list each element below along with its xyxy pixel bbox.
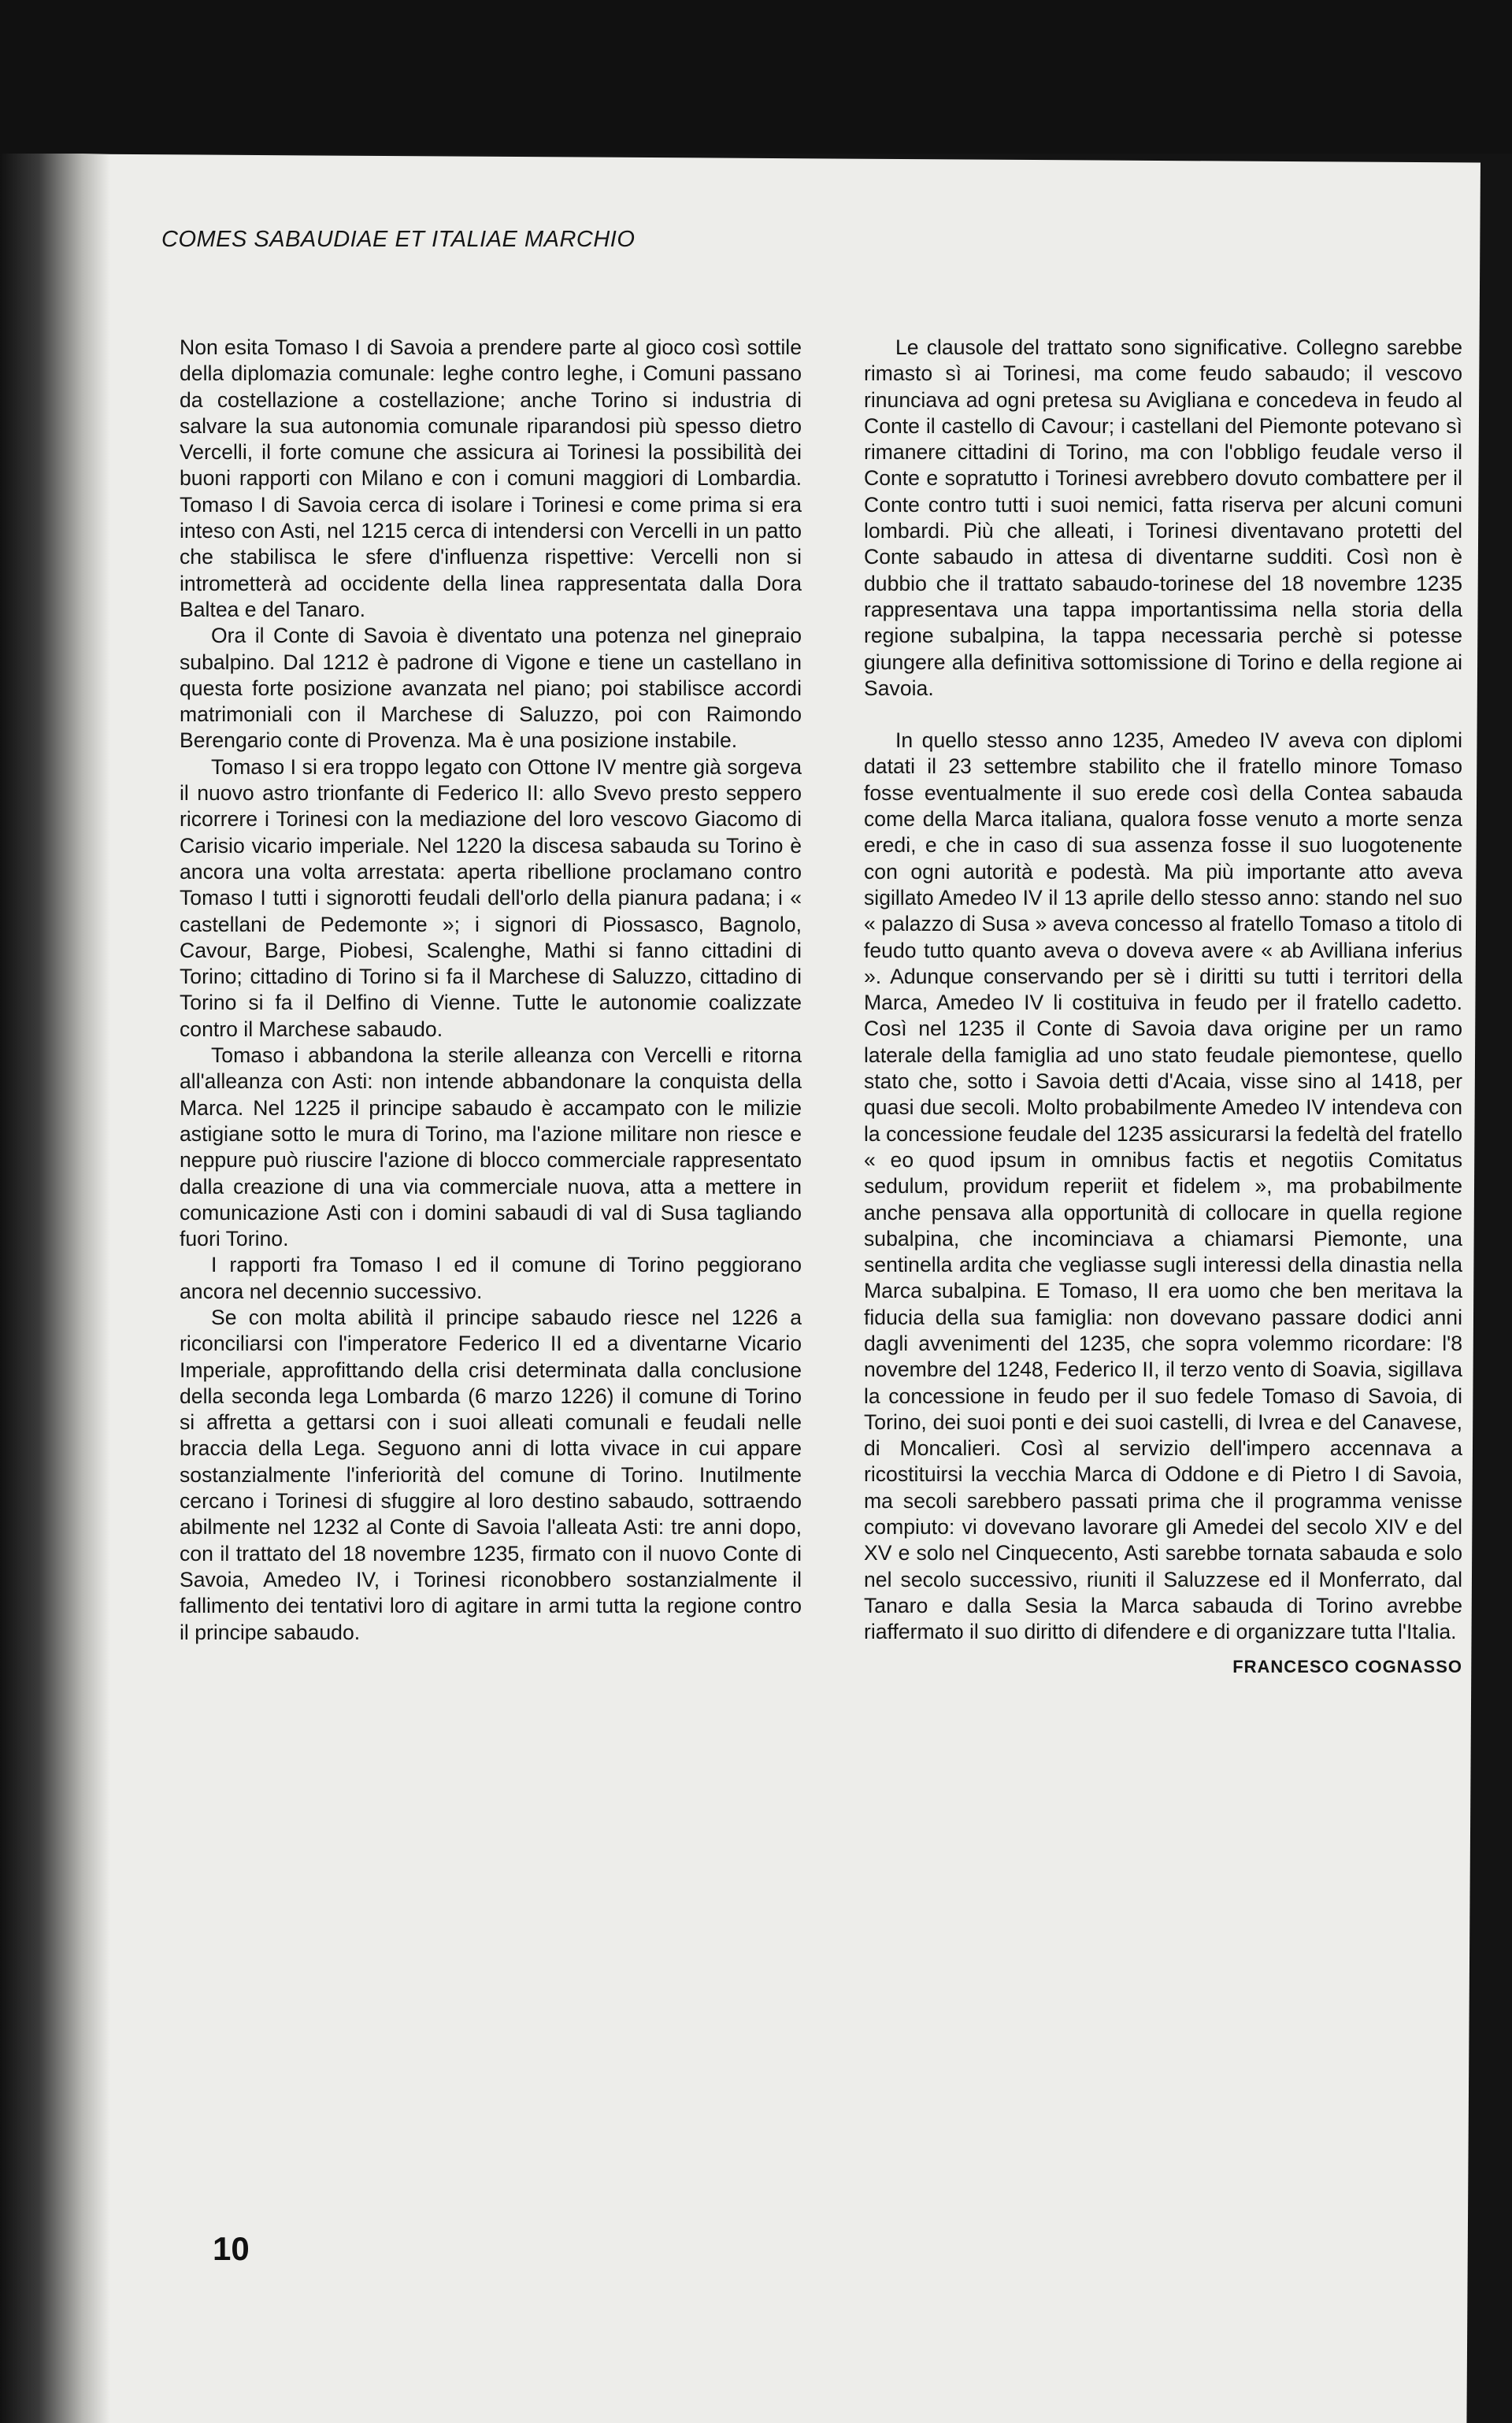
right-paragraph-2: In quello stesso anno 1235, Amedeo IV aveva con diplomi datati il 23 settembre stabilito che il fratello minore Tomaso fosse eventualmente il suo erede così della Contea sabauda come della Marca italiana, qualora fosse venuto a morte senza eredi, e che in caso di sua assenza fosse il suo luogotenente con ogni autorità e podestà. Ma più importante atto aveva sigillato Amedeo IV il 13 aprile dello stesso anno: stando nel suo « palazzo di Susa » aveva concesso al fratello Tomaso a titolo di feudo tutto quanto aveva o doveva avere « ab Avilliana inferius ». Adunque conservando per sè i diritti su tutti i territori della Marca, Amedeo IV li costituiva in feudo per il fratello cadetto. Così nel 1235 il Conte di Savoia dava origine per un ramo laterale della famiglia ad uno stato feudale piemontese, quello stato che, sotto i Savoia detti d'Acaia, visse sino al 1418, per quasi due secoli. Molto probabilmente Amedeo IV intendeva con la concessione feudale del 1235 assicurarsi la fedeltà del fratello « eo quod ipsum in omnibus factis et negotiis Comitatus sedulum, providum reperiit et fidelem », ma probabilmente anche pensava alla opportunità di collocare in quella regione subalpina, che incominciava a chiamarsi Piemonte, una sentinella ardita che vegliasse sugli interessi della dinastia nella Marca subalpina. E Tomaso, II era uomo che ben meritava la fiducia della sua famiglia: non dovevano passare dodici anni dagli avvenimenti del 1235, che sopra volemmo ricordare: l'8 novembre del 1248, Federico II, il terzo vento di Soavia, sigillava la concessione in feudo per il suo fedele Tomaso di Savoia, di Torino, dei suoi ponti e dei suoi castelli, di Ivrea e del Canavese, di Moncalieri. Così al servizio dell'impero accennava a ricostituirsi la vecchia Marca di Oddone e di Pietro I di Savoia, ma secoli sarebbero passati prima che il programma venisse compiuto: vi dovevano lavorare gli Amedei del secolo XIV e del XV e solo nel Cinquecento, Asti sarebbe tornata sabauda e solo nel secolo successivo, riuniti il Saluzzese ed il Monferrato, dal Tanaro e dalla Sesia la Marca sabauda di Torino avrebbe riaffermato il suo diritto di difendere e di organizzare tutta l'Italia.: [864, 728, 1462, 1644]
top-dark-border: [0, 0, 1512, 154]
right-shadow-edge: [1480, 0, 1512, 2423]
left-paragraph-1: Non esita Tomaso I di Savoia a prendere parte al gioco così sottile della diplomazia comunale: leghe contro leghe, i Comuni passano da costellazione a costellazione; anche Torino si industria di salvare la sua autonomia comunale riparandosi più spesso dietro Vercelli, il forte comune che assicura ai Torinesi la possibilità dei buoni rapporti con Milano e con i comuni maggiori di Lombardia. Tomaso I di Savoia cerca di isolare i Torinesi e come prima si era inteso con Asti, nel 1215 cerca di intendersi con Vercelli in un patto che stabilisca le sfere d'influenza rispettive: Vercelli non si intrometterà ad occidente della linea rappresentata dalla Dora Baltea e del Tanaro.: [180, 335, 802, 621]
page-number: 10: [213, 2230, 250, 2267]
left-paragraph-6: Se con molta abilità il principe sabaudo riesce nel 1226 a riconciliarsi con l'imperatore Federico II ed a diventarne Vicario Imperiale, approfittando della crisi determinata dalla conclusione della seconda lega Lombarda (6 marzo 1226) il comune di Torino si affretta a gettarsi con i suoi alleati comunali e feudali nelle braccia della Lega. Seguono anni di lotta vivace in cui appare sostanzialmente l'inferiorità del comune di Torino. Inutilmente cercano i Torinesi di sfuggire al loro destino sabaudo, sottraendo abilmente nel 1232 al Conte di Savoia l'alleata Asti: tre anni dopo, con il trattato del 18 novembre 1235, firmato con il nuovo Conte di Savoia, Amedeo IV, i Torinesi riconobbero sostanzialmente il fallimento dei tentativi loro di agitare in armi tutta la regione contro il principe sabaudo.: [180, 1305, 802, 1644]
running-header: COMES SABAUDIAE ET ITALIAE MARCHIO: [161, 227, 636, 252]
left-paragraph-5: I rapporti fra Tomaso I ed il comune di Torino peggiorano ancora nel decennio successivo.: [180, 1253, 802, 1303]
author-signature: FRANCESCO COGNASSO: [1232, 1656, 1462, 1676]
left-paragraph-2: Ora il Conte di Savoia è diventato una potenza nel ginepraio subalpino. Dal 1212 è padrone di Vigone e tiene un castellano in questa forte posizione avanzata nel piano; poi stabilisce accordi matrimoniali con il Marchese di Saluzzo, poi con Raimondo Berengario conte di Provenza. Ma è una posizione instabile.: [180, 624, 802, 753]
left-paragraph-3: Tomaso I si era troppo legato con Ottone IV mentre già sorgeva il nuovo astro trionfante di Federico II: allo Svevo presto seppero ricorrere i Torinesi con la mediazione del loro vescovo Giacomo di Carisio vicario imperiale. Nel 1220 la discesa sabauda su Torino è ancora una volta arrestata: aperta ribellione proclamano contro Tomaso I tutti i signorotti feudali dell'orlo della pianura padana; i « castellani de Pedemonte »; i signori di Piossasco, Bagnolo, Cavour, Barge, Piobesi, Scalenghe, Mathi si fanno cittadini di Torino; cittadino di Torino si fa il Marchese di Saluzzo, cittadino di Torino si fa il Delfino di Vienne. Tutte le autonomie coalizzate contro il Marchese sabaudo.: [180, 754, 802, 1041]
right-column: [864, 335, 1462, 1680]
right-paragraph-1: Le clausole del trattato sono significative. Collegno sarebbe rimasto sì ai Torinesi, ma come feudo sabaudo; il vescovo rinunciava ad ogni pretesa su Avigliana e concedeva in feudo al Conte il castello di Cavour; i castellani del Piemonte potevano sì rimanere cittadini di Torino, ma con l'obbligo feudale verso il Conte e sopratutto i Torinesi avrebbero dovuto combattere per il Conte contro tutti i suoi nemici, fatta riserva per alcuni comuni lombardi. Più che alleati, i Torinesi diventavano protetti del Conte sabaudo in attesa di diventarne sudditi. Così non è dubbio che il trattato sabaudo-torinese del 18 novembre 1235 rappresentava una tappa importantissima nella storia della regione subalpina, la tappa necessaria perchè si potesse giungere alla definitiva sottomissione di Torino e della regione ai Savoia.: [864, 335, 1462, 700]
left-shadow-edge: [0, 154, 110, 2423]
left-column: [180, 335, 802, 1646]
left-paragraph-4: Tomaso i abbandona la sterile alleanza con Vercelli e ritorna all'alleanza con Asti: non intende abbandonare la conquista della Marca. Nel 1225 il principe sabaudo è accampato con le milizie astigiane sotto le mura di Torino, ma l'azione militare non riesce e neppure può riuscire l'azione di blocco commerciale rappresentato dalla creazione di una via commerciale nuova, atta a mettere in comunicazione Asti con i domini sabaudi di val di Susa tagliando fuori Torino.: [180, 1043, 802, 1251]
